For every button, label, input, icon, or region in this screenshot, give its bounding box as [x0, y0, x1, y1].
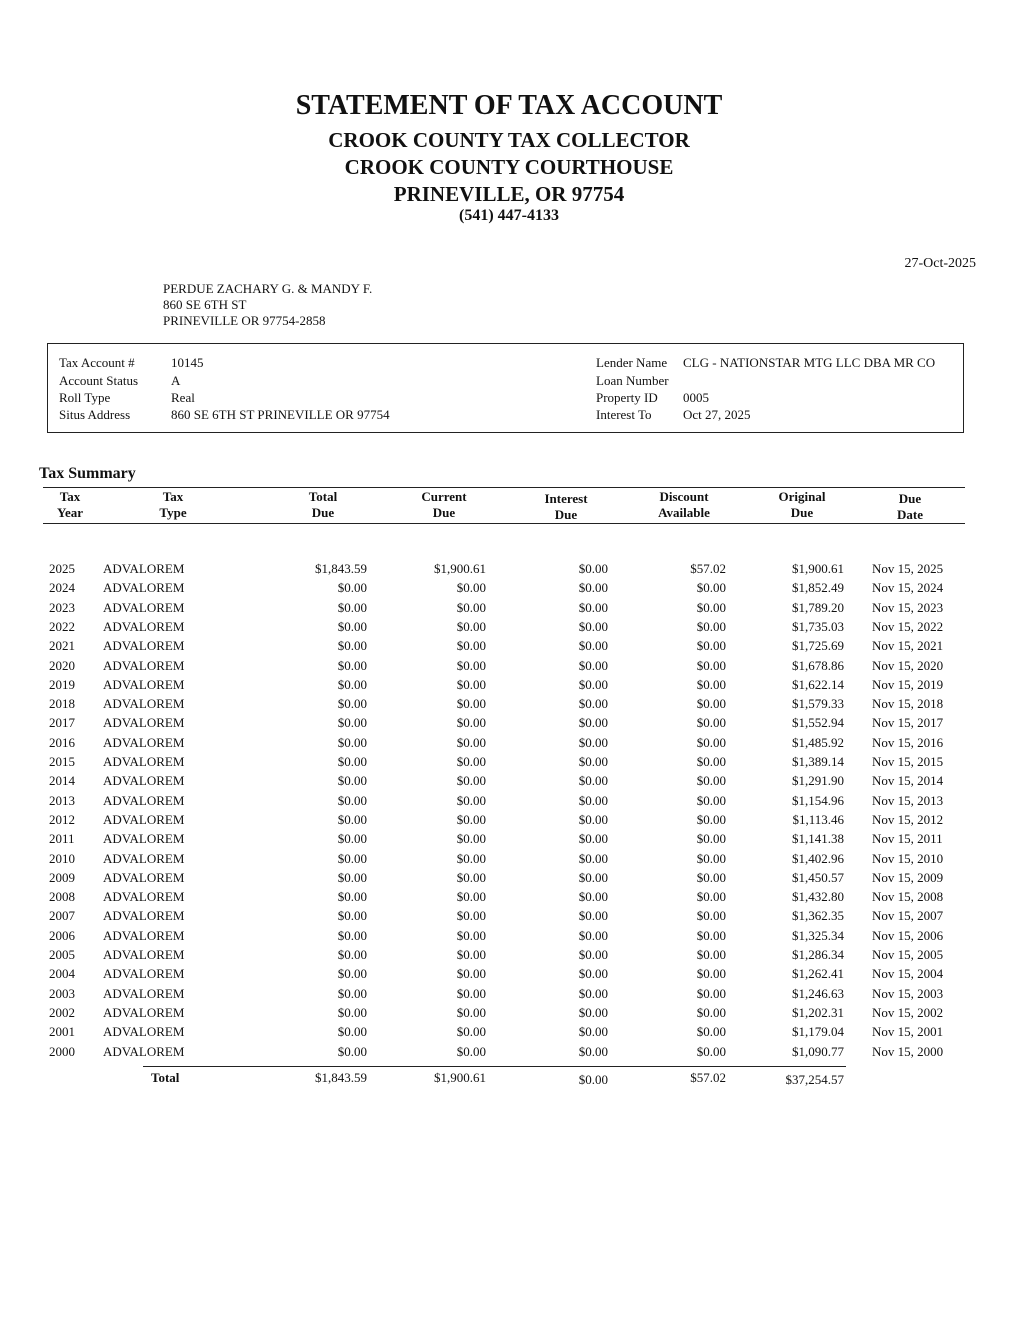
cell-current-due: $0.00: [456, 831, 486, 847]
cell-discount-available: $0.00: [696, 850, 726, 866]
cell-current-due: $1,900.61: [434, 561, 486, 576]
cell-total-due: $0.00: [337, 734, 367, 750]
total-rule: [143, 1066, 846, 1067]
cell-tax-year: 2004: [49, 966, 75, 982]
cell-original-due: $1,291.90: [792, 773, 844, 789]
cell-due-date: Nov 15, 2000: [872, 1043, 944, 1059]
cell-discount-available: $0.00: [696, 580, 726, 596]
table-row: [0, 1044, 1018, 1063]
cell-tax-type: ADVALOREM: [103, 889, 185, 905]
total-label: Total: [151, 1070, 180, 1085]
cell-tax-year: 2017: [49, 715, 75, 731]
cell-tax-year: 2002: [49, 1004, 75, 1020]
table-row: [0, 658, 1018, 677]
cell-discount-available: $0.00: [696, 927, 726, 943]
lender-label: Lender Name: [596, 355, 668, 370]
cell-total-due: $0.00: [337, 657, 367, 673]
cell-original-due: $1,154.96: [792, 792, 844, 808]
cell-original-due: $1,402.96: [792, 850, 844, 866]
cell-original-due: $1,552.94: [792, 715, 844, 731]
cell-original-due: $1,202.31: [792, 1004, 844, 1020]
roll-type-value: Real: [171, 390, 195, 405]
cell-due-date: Nov 15, 2006: [872, 927, 944, 943]
cell-interest-due: $0.00: [578, 792, 608, 808]
cell-tax-type: ADVALOREM: [103, 908, 185, 924]
cell-discount-available: $0.00: [696, 773, 726, 789]
cell-tax-type: ADVALOREM: [103, 1024, 185, 1040]
account-status-label: Account Status: [59, 373, 139, 388]
cell-discount-available: $0.00: [696, 734, 726, 750]
cell-tax-year: 2007: [49, 908, 75, 924]
total-current-due: $1,900.61: [434, 1070, 486, 1085]
cell-tax-year: 2010: [49, 850, 75, 866]
cell-original-due: $1,362.35: [792, 908, 844, 924]
cell-tax-type: ADVALOREM: [103, 811, 185, 827]
cell-total-due: $0.00: [337, 889, 367, 905]
cell-due-date: Nov 15, 2005: [872, 947, 944, 962]
cell-due-date: Nov 15, 2017: [872, 715, 944, 731]
cell-current-due: $0.00: [456, 754, 486, 769]
cell-discount-available: $0.00: [696, 985, 726, 1001]
cell-tax-year: 2012: [49, 811, 75, 827]
cell-discount-available: $0.00: [696, 1024, 726, 1040]
cell-original-due: $1,852.49: [792, 580, 844, 596]
cell-original-due: $1,113.46: [792, 811, 844, 827]
situs-address-label: Situs Address: [59, 407, 131, 422]
col-header-discount-available: Discount Available: [658, 489, 710, 520]
cell-tax-type: ADVALOREM: [103, 638, 185, 654]
table-row: [0, 793, 1018, 812]
total-original-due: $37,254.57: [785, 1072, 844, 1087]
cell-interest-due: $0.00: [578, 985, 608, 1001]
cell-total-due: $0.00: [337, 773, 367, 789]
cell-original-due: $1,286.34: [792, 947, 844, 962]
cell-current-due: $0.00: [456, 657, 486, 673]
cell-total-due: $0.00: [337, 966, 367, 982]
cell-total-due: $0.00: [337, 1024, 367, 1040]
cell-tax-type: ADVALOREM: [103, 831, 185, 847]
cell-tax-year: 2018: [49, 696, 75, 712]
cell-tax-year: 2015: [49, 754, 75, 769]
table-row: [0, 600, 1018, 619]
cell-tax-type: ADVALOREM: [103, 773, 185, 789]
cell-original-due: $1,246.63: [792, 985, 844, 1001]
cell-current-due: $0.00: [456, 947, 486, 962]
cell-discount-available: $57.02: [690, 561, 726, 576]
cell-due-date: Nov 15, 2014: [872, 773, 944, 789]
cell-tax-type: ADVALOREM: [103, 580, 185, 596]
account-info-box: [47, 343, 964, 433]
cell-current-due: $0.00: [456, 638, 486, 654]
cell-interest-due: $0.00: [578, 1004, 608, 1020]
total-discount: $57.02: [690, 1070, 726, 1085]
table-row: [0, 966, 1018, 985]
cell-current-due: $0.00: [456, 927, 486, 943]
cell-due-date: Nov 15, 2025: [872, 561, 944, 576]
cell-discount-available: $0.00: [696, 715, 726, 731]
cell-interest-due: $0.00: [578, 696, 608, 712]
cell-interest-due: $0.00: [578, 734, 608, 750]
interest-to-label: Interest To: [596, 407, 652, 422]
cell-due-date: Nov 15, 2023: [872, 599, 944, 615]
cell-due-date: Nov 15, 2002: [872, 1004, 944, 1020]
cell-current-due: $0.00: [456, 850, 486, 866]
cell-due-date: Nov 15, 2021: [872, 638, 944, 654]
cell-discount-available: $0.00: [696, 811, 726, 827]
cell-total-due: $1,843.59: [315, 561, 367, 576]
cell-tax-type: ADVALOREM: [103, 734, 185, 750]
cell-original-due: $1,179.04: [792, 1024, 844, 1040]
cell-interest-due: $0.00: [578, 715, 608, 731]
cell-interest-due: $0.00: [578, 908, 608, 924]
table-row: [0, 754, 1018, 773]
tax-account-label: Tax Account #: [59, 355, 135, 370]
lender-row: [596, 355, 954, 371]
table-row: [0, 908, 1018, 927]
cell-total-due: $0.00: [337, 792, 367, 808]
cell-discount-available: $0.00: [696, 618, 726, 634]
cell-due-date: Nov 15, 2018: [872, 696, 944, 712]
cell-current-due: $0.00: [456, 676, 486, 692]
cell-tax-type: ADVALOREM: [103, 696, 185, 712]
cell-tax-year: 2000: [49, 1043, 75, 1059]
cell-interest-due: $0.00: [578, 638, 608, 654]
cell-current-due: $0.00: [456, 1024, 486, 1040]
cell-interest-due: $0.00: [578, 1024, 608, 1040]
cell-tax-year: 2003: [49, 985, 75, 1001]
cell-current-due: $0.00: [456, 889, 486, 905]
property-id-label: Property ID: [596, 390, 658, 405]
cell-original-due: $1,389.14: [792, 754, 844, 769]
owner-street: 860 SE 6TH ST: [163, 297, 247, 312]
cell-tax-type: ADVALOREM: [103, 561, 185, 576]
cell-original-due: $1,579.33: [792, 696, 844, 712]
cell-interest-due: $0.00: [578, 889, 608, 905]
table-row: [0, 947, 1018, 966]
col-header-current-due: Current Due: [421, 489, 467, 520]
cell-interest-due: $0.00: [578, 754, 608, 769]
cell-total-due: $0.00: [337, 927, 367, 943]
total-interest-due: $0.00: [578, 1072, 608, 1087]
cell-original-due: $1,262.41: [792, 966, 844, 982]
courthouse-name: CROOK COUNTY COURTHOUSE: [344, 155, 674, 179]
cell-discount-available: $0.00: [696, 966, 726, 982]
table-row: [0, 580, 1018, 599]
cell-total-due: $0.00: [337, 869, 367, 885]
cell-tax-year: 2009: [49, 869, 75, 885]
cell-tax-type: ADVALOREM: [103, 966, 185, 982]
roll-type-label: Roll Type: [59, 390, 111, 405]
cell-tax-year: 2021: [49, 638, 75, 654]
account-status-value: A: [171, 373, 181, 388]
cell-total-due: $0.00: [337, 676, 367, 692]
cell-total-due: $0.00: [337, 985, 367, 1001]
cell-tax-type: ADVALOREM: [103, 792, 185, 808]
tax-account-value: 10145: [171, 355, 204, 370]
cell-total-due: $0.00: [337, 638, 367, 654]
total-total-due: $1,843.59: [315, 1070, 367, 1085]
cell-discount-available: $0.00: [696, 657, 726, 673]
tax-summary-title: Tax Summary: [39, 465, 136, 482]
cell-current-due: $0.00: [456, 773, 486, 789]
cell-due-date: Nov 15, 2004: [872, 966, 944, 982]
situs-address-value: 860 SE 6TH ST PRINEVILLE OR 97754: [171, 407, 390, 422]
cell-interest-due: $0.00: [578, 869, 608, 885]
cell-tax-type: ADVALOREM: [103, 657, 185, 673]
table-row: [0, 851, 1018, 870]
cell-due-date: Nov 15, 2020: [872, 657, 944, 673]
cell-current-due: $0.00: [456, 734, 486, 750]
cell-current-due: $0.00: [456, 599, 486, 615]
col-header-original-due: Original Due: [778, 489, 826, 520]
cell-interest-due: $0.00: [578, 831, 608, 847]
cell-original-due: $1,789.20: [792, 599, 844, 615]
cell-tax-type: ADVALOREM: [103, 927, 185, 943]
cell-original-due: $1,485.92: [792, 734, 844, 750]
table-row: [0, 638, 1018, 657]
cell-tax-type: ADVALOREM: [103, 1043, 185, 1059]
cell-tax-year: 2025: [49, 561, 75, 576]
table-row: [0, 870, 1018, 889]
col-header-tax-type: Tax Type: [159, 489, 187, 520]
cell-interest-due: $0.00: [578, 850, 608, 866]
cell-current-due: $0.00: [456, 966, 486, 982]
cell-tax-type: ADVALOREM: [103, 869, 185, 885]
cell-total-due: $0.00: [337, 947, 367, 962]
cell-interest-due: $0.00: [578, 927, 608, 943]
property-id-value: 0005: [683, 390, 709, 405]
cell-total-due: $0.00: [337, 696, 367, 712]
cell-discount-available: $0.00: [696, 889, 726, 905]
cell-interest-due: $0.00: [578, 618, 608, 634]
loan-number-label: Loan Number: [596, 373, 669, 388]
cell-discount-available: $0.00: [696, 831, 726, 847]
cell-due-date: Nov 15, 2003: [872, 985, 944, 1001]
cell-current-due: $0.00: [456, 1043, 486, 1059]
cell-due-date: Nov 15, 2015: [872, 754, 944, 769]
table-row: [0, 696, 1018, 715]
table-row: [0, 928, 1018, 947]
cell-due-date: Nov 15, 2022: [872, 618, 944, 634]
owner-address: [163, 281, 372, 329]
cell-discount-available: $0.00: [696, 696, 726, 712]
cell-tax-type: ADVALOREM: [103, 715, 185, 731]
cell-original-due: $1,141.38: [792, 831, 844, 847]
collector-name: CROOK COUNTY TAX COLLECTOR: [328, 128, 690, 152]
cell-interest-due: $0.00: [578, 676, 608, 692]
cell-interest-due: $0.00: [578, 1043, 608, 1059]
table-row: [0, 715, 1018, 734]
cell-tax-type: ADVALOREM: [103, 754, 185, 769]
cell-discount-available: $0.00: [696, 1043, 726, 1059]
cell-original-due: $1,325.34: [792, 927, 844, 943]
cell-total-due: $0.00: [337, 599, 367, 615]
cell-due-date: Nov 15, 2019: [872, 676, 944, 692]
cell-original-due: $1,725.69: [792, 638, 844, 654]
cell-total-due: $0.00: [337, 811, 367, 827]
cell-discount-available: $0.00: [696, 676, 726, 692]
cell-tax-year: 2024: [49, 580, 75, 596]
cell-original-due: $1,432.80: [792, 889, 844, 905]
cell-interest-due: $0.00: [578, 811, 608, 827]
table-row: [0, 889, 1018, 908]
cell-interest-due: $0.00: [578, 599, 608, 615]
collector-city: PRINEVILLE, OR 97754: [393, 182, 625, 206]
cell-total-due: $0.00: [337, 1043, 367, 1059]
cell-due-date: Nov 15, 2013: [872, 792, 944, 808]
cell-tax-year: 2023: [49, 599, 75, 615]
cell-current-due: $0.00: [456, 985, 486, 1001]
summary-top-rule: [43, 487, 965, 488]
cell-discount-available: $0.00: [696, 908, 726, 924]
cell-due-date: Nov 15, 2010: [872, 850, 944, 866]
table-row: [0, 773, 1018, 792]
statement-date: 27-Oct-2025: [904, 256, 976, 271]
cell-current-due: $0.00: [456, 869, 486, 885]
cell-total-due: $0.00: [337, 715, 367, 731]
page-title: STATEMENT OF TAX ACCOUNT: [295, 90, 723, 121]
cell-discount-available: $0.00: [696, 792, 726, 808]
table-row: [0, 1024, 1018, 1043]
total-row: [0, 1070, 1018, 1089]
cell-tax-year: 2008: [49, 889, 75, 905]
cell-current-due: $0.00: [456, 580, 486, 596]
cell-total-due: $0.00: [337, 850, 367, 866]
cell-current-due: $0.00: [456, 792, 486, 808]
cell-total-due: $0.00: [337, 831, 367, 847]
cell-due-date: Nov 15, 2011: [872, 831, 943, 847]
cell-interest-due: $0.00: [578, 580, 608, 596]
col-header-interest-due: Interest Due: [544, 491, 588, 522]
cell-tax-type: ADVALOREM: [103, 599, 185, 615]
cell-tax-year: 2022: [49, 618, 75, 634]
cell-discount-available: $0.00: [696, 754, 726, 769]
col-header-tax-year: Tax Year: [57, 489, 83, 520]
cell-due-date: Nov 15, 2008: [872, 889, 944, 905]
cell-due-date: Nov 15, 2016: [872, 734, 944, 750]
cell-current-due: $0.00: [456, 811, 486, 827]
header-bottom-rule: [43, 523, 965, 524]
cell-discount-available: $0.00: [696, 638, 726, 654]
cell-tax-year: 2001: [49, 1024, 75, 1040]
cell-discount-available: $0.00: [696, 869, 726, 885]
cell-current-due: $0.00: [456, 908, 486, 924]
cell-interest-due: $0.00: [578, 947, 608, 962]
cell-due-date: Nov 15, 2009: [872, 869, 944, 885]
cell-original-due: $1,622.14: [792, 676, 844, 692]
collector-phone: (541) 447-4133: [459, 207, 559, 224]
cell-original-due: $1,090.77: [792, 1043, 844, 1059]
cell-tax-type: ADVALOREM: [103, 947, 185, 962]
cell-discount-available: $0.00: [696, 1004, 726, 1020]
table-row: [0, 812, 1018, 831]
cell-discount-available: $0.00: [696, 947, 726, 962]
cell-original-due: $1,900.61: [792, 561, 844, 576]
cell-interest-due: $0.00: [578, 657, 608, 673]
cell-tax-type: ADVALOREM: [103, 850, 185, 866]
cell-interest-due: $0.00: [578, 966, 608, 982]
cell-total-due: $0.00: [337, 908, 367, 924]
owner-name: PERDUE ZACHARY G. & MANDY F.: [163, 281, 373, 296]
cell-current-due: $0.00: [456, 715, 486, 731]
col-header-total-due: Total Due: [308, 489, 338, 520]
interest-to-value: Oct 27, 2025: [683, 407, 751, 422]
cell-tax-type: ADVALOREM: [103, 1004, 185, 1020]
cell-original-due: $1,678.86: [792, 657, 844, 673]
cell-tax-year: 2019: [49, 676, 75, 692]
cell-current-due: $0.00: [456, 618, 486, 634]
cell-current-due: $0.00: [456, 696, 486, 712]
cell-tax-year: 2014: [49, 773, 75, 789]
table-row: [0, 735, 1018, 754]
cell-tax-year: 2011: [49, 831, 75, 847]
cell-total-due: $0.00: [337, 618, 367, 634]
table-row: [0, 619, 1018, 638]
table-row: [0, 1005, 1018, 1024]
table-row: [0, 831, 1018, 850]
cell-total-due: $0.00: [337, 580, 367, 596]
table-row: [0, 986, 1018, 1005]
cell-total-due: $0.00: [337, 1004, 367, 1020]
cell-interest-due: $0.00: [578, 773, 608, 789]
cell-interest-due: $0.00: [578, 561, 608, 576]
cell-original-due: $1,735.03: [792, 618, 844, 634]
cell-total-due: $0.00: [337, 754, 367, 769]
table-row: [0, 561, 1018, 580]
cell-tax-year: 2020: [49, 657, 75, 673]
cell-due-date: Nov 15, 2012: [872, 811, 944, 827]
cell-tax-type: ADVALOREM: [103, 618, 185, 634]
cell-tax-year: 2013: [49, 792, 75, 808]
cell-tax-year: 2006: [49, 927, 75, 943]
col-header-due-date: Due Date: [897, 491, 923, 522]
owner-city: PRINEVILLE OR 97754-2858: [163, 313, 326, 328]
cell-due-date: Nov 15, 2007: [872, 908, 944, 924]
cell-current-due: $0.00: [456, 1004, 486, 1020]
cell-tax-type: ADVALOREM: [103, 985, 185, 1001]
cell-due-date: Nov 15, 2024: [872, 580, 944, 596]
cell-tax-year: 2005: [49, 947, 75, 962]
cell-original-due: $1,450.57: [792, 869, 844, 885]
table-row: [0, 677, 1018, 696]
lender-value: CLG - NATIONSTAR MTG LLC DBA MR CO: [683, 355, 936, 370]
cell-discount-available: $0.00: [696, 599, 726, 615]
cell-tax-year: 2016: [49, 734, 75, 750]
cell-due-date: Nov 15, 2001: [872, 1024, 944, 1040]
cell-tax-type: ADVALOREM: [103, 676, 185, 692]
